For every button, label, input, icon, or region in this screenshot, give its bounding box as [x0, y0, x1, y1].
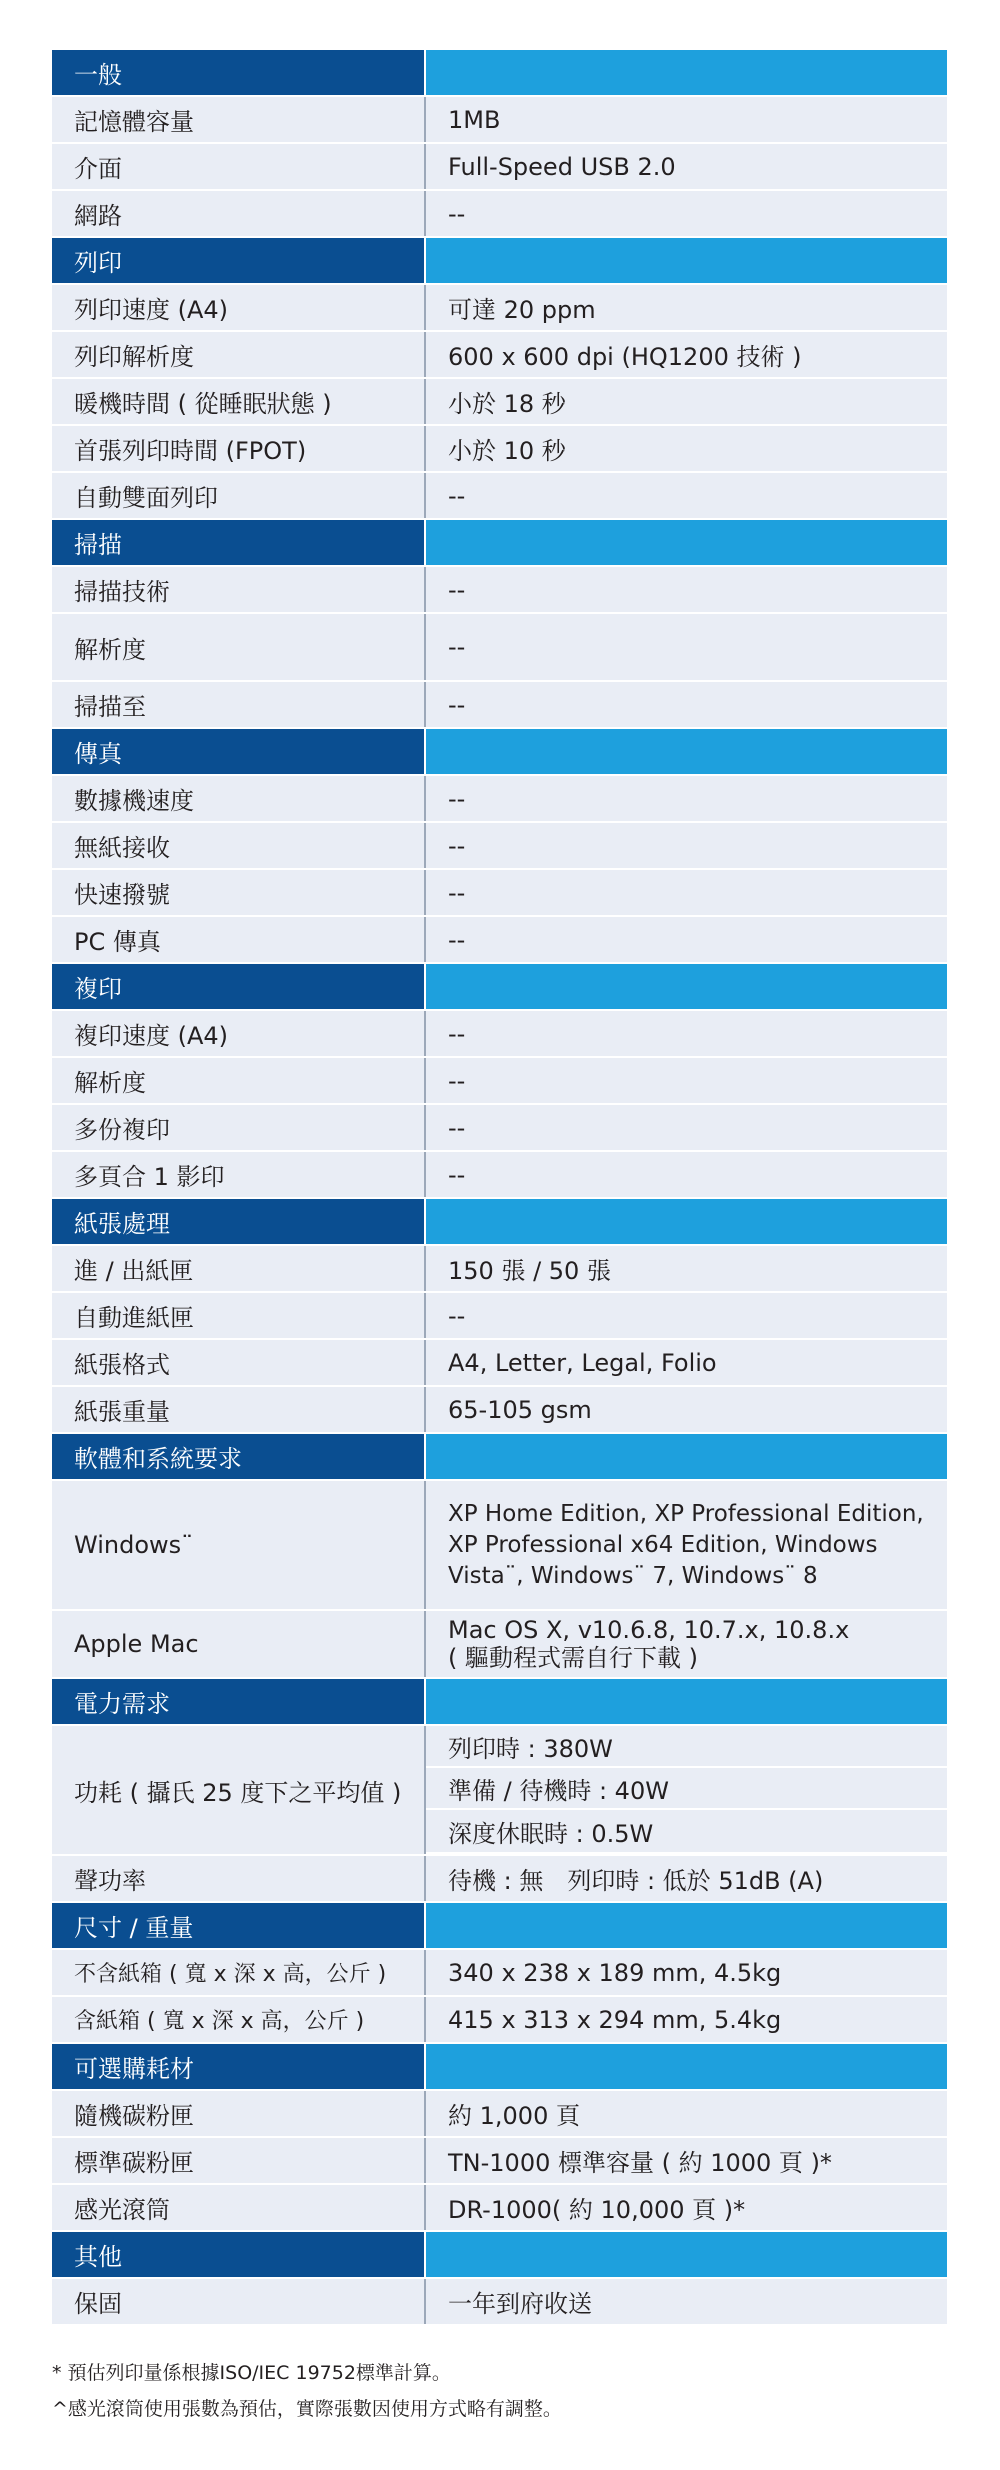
spec-label: 自動雙面列印	[52, 473, 426, 518]
spec-value: 小於 10 秒	[426, 426, 947, 471]
spec-label: 保固	[52, 2279, 426, 2324]
spec-label: 標準碳粉匣	[52, 2138, 426, 2183]
spec-label: 複印速度 (A4)	[52, 1011, 426, 1056]
spec-value: 1MB	[426, 97, 947, 142]
spec-value: 深度休眠時 : 0.5W	[426, 1810, 947, 1852]
spec-row-paper-size	[52, 1340, 947, 1387]
section-header-size	[52, 1903, 947, 1950]
section-header-supplies	[52, 2044, 947, 2091]
spec-value: 65-105 gsm	[426, 1387, 947, 1432]
spec-value: 一年到府收送	[426, 2279, 947, 2324]
spec-label: 首張列印時間 (FPOT)	[52, 426, 426, 471]
spec-label: 進 / 出紙匣	[52, 1246, 426, 1291]
spec-label: 紙張重量	[52, 1387, 426, 1432]
spec-value: --	[426, 1011, 947, 1056]
spec-value: XP Home Edition, XP Professional Edition, XP Professional x64 Edition, Windows Vista¨, Windows¨ 7, Windows¨ 8	[426, 1481, 947, 1609]
spec-value: --	[426, 870, 947, 915]
spec-value: TN-1000 標準容量 ( 約 1000 頁 )*	[426, 2138, 947, 2183]
section-header-other	[52, 2232, 947, 2279]
spec-value: --	[426, 1293, 947, 1338]
spec-row-noise	[52, 1856, 947, 1903]
spec-row-paper-weight	[52, 1387, 947, 1434]
spec-value: --	[426, 917, 947, 962]
spec-value: --	[426, 191, 947, 236]
spec-label: 解析度	[52, 1058, 426, 1103]
spec-value-line: ( 驅動程式需自行下載 )	[448, 1644, 698, 1672]
spec-row-windows	[52, 1481, 947, 1611]
section-fill	[426, 50, 947, 95]
spec-row-adf	[52, 1293, 947, 1340]
spec-label: 多頁合 1 影印	[52, 1152, 426, 1197]
spec-value: --	[426, 776, 947, 821]
section-fill	[426, 964, 947, 1009]
spec-value: 600 x 600 dpi (HQ1200 技術 )	[426, 332, 947, 377]
section-fill	[426, 520, 947, 565]
spec-label: 自動進紙匣	[52, 1293, 426, 1338]
spec-row-print-speed	[52, 285, 947, 332]
spec-value: 小於 18 秒	[426, 379, 947, 424]
spec-label: 含紙箱 ( 寬 x 深 x 高，公斤 )	[52, 1997, 426, 2042]
section-title: 電力需求	[52, 1679, 426, 1724]
spec-row-speed-dial	[52, 870, 947, 917]
spec-value: --	[426, 567, 947, 612]
spec-label: 多份複印	[52, 1105, 426, 1150]
spec-label: 無紙接收	[52, 823, 426, 868]
spec-value: 可達 20 ppm	[426, 285, 947, 330]
section-fill	[426, 1903, 947, 1948]
section-title: 一般	[52, 50, 426, 95]
spec-value: A4, Letter, Legal, Folio	[426, 1340, 947, 1385]
spec-value: 準備 / 待機時 : 40W	[426, 1768, 947, 1810]
spec-table	[52, 50, 947, 2326]
spec-value: 415 x 313 x 294 mm, 5.4kg	[426, 1997, 947, 2042]
spec-label: 解析度	[52, 614, 426, 680]
spec-value: --	[426, 1058, 947, 1103]
spec-row-warmup	[52, 379, 947, 426]
spec-row-inbox-toner	[52, 2091, 947, 2138]
spec-row-mac	[52, 1611, 947, 1679]
spec-label: 功耗 ( 攝氏 25 度下之平均值 )	[52, 1726, 426, 1854]
spec-label: 紙張格式	[52, 1340, 426, 1385]
section-fill	[426, 1434, 947, 1479]
spec-row-fpot	[52, 426, 947, 473]
section-header-fax	[52, 729, 947, 776]
spec-value: --	[426, 1105, 947, 1150]
spec-row-drum	[52, 2185, 947, 2232]
spec-row-paperless	[52, 823, 947, 870]
section-header-software	[52, 1434, 947, 1481]
spec-label: PC 傳真	[52, 917, 426, 962]
spec-label: 隨機碳粉匣	[52, 2091, 426, 2136]
spec-row-print-resolution	[52, 332, 947, 379]
spec-row-std-toner	[52, 2138, 947, 2185]
section-title: 傳真	[52, 729, 426, 774]
footnote-drum: ^感光滾筒使用張數為預估，實際張數因使用方式略有調整。	[52, 2398, 562, 2420]
spec-label: 感光滾筒	[52, 2185, 426, 2230]
section-header-print	[52, 238, 947, 285]
section-title: 複印	[52, 964, 426, 1009]
spec-value: 150 張 / 50 張	[426, 1246, 947, 1291]
spec-label: 列印解析度	[52, 332, 426, 377]
spec-label: 列印速度 (A4)	[52, 285, 426, 330]
spec-value: 待機 : 無 列印時 : 低於 51dB (A)	[426, 1856, 947, 1901]
spec-row-memory	[52, 97, 947, 144]
spec-value: 340 x 238 x 189 mm, 4.5kg	[426, 1950, 947, 1995]
spec-row-copy-speed	[52, 1011, 947, 1058]
spec-value: 約 1,000 頁	[426, 2091, 947, 2136]
section-header-general	[52, 50, 947, 97]
spec-row-scan-tech	[52, 567, 947, 614]
spec-value: --	[426, 1152, 947, 1197]
spec-value: 列印時 : 380W	[426, 1726, 947, 1768]
spec-row-network	[52, 191, 947, 238]
spec-row-no-tray	[52, 1950, 947, 1997]
section-fill	[426, 729, 947, 774]
spec-label: Apple Mac	[52, 1611, 426, 1677]
section-title: 尺寸 / 重量	[52, 1903, 426, 1948]
spec-row-pc-fax	[52, 917, 947, 964]
section-header-power	[52, 1679, 947, 1726]
spec-value: Full-Speed USB 2.0	[426, 144, 947, 189]
section-title: 軟體和系統要求	[52, 1434, 426, 1479]
spec-value	[426, 1611, 947, 1677]
spec-label: Windows¨	[52, 1481, 426, 1609]
spec-row-tray	[52, 1246, 947, 1293]
spec-value: --	[426, 682, 947, 727]
section-fill	[426, 238, 947, 283]
section-header-scan	[52, 520, 947, 567]
section-title: 紙張處理	[52, 1199, 426, 1244]
spec-label: 掃描至	[52, 682, 426, 727]
spec-label: 介面	[52, 144, 426, 189]
footnotes	[52, 2355, 952, 2427]
spec-row-modem	[52, 776, 947, 823]
spec-label: 數據機速度	[52, 776, 426, 821]
spec-value-line: Mac OS X, v10.6.8, 10.7.x, 10.8.x	[448, 1616, 850, 1644]
section-title: 列印	[52, 238, 426, 283]
spec-value-stack	[426, 1726, 947, 1854]
spec-label: 記憶體容量	[52, 97, 426, 142]
spec-row-multi-copy	[52, 1105, 947, 1152]
spec-label: 暖機時間 ( 從睡眠狀態 )	[52, 379, 426, 424]
section-fill	[426, 2232, 947, 2277]
spec-label: 不含紙箱 ( 寬 x 深 x 高，公斤 )	[52, 1950, 426, 1995]
spec-value: --	[426, 473, 947, 518]
spec-label: 聲功率	[52, 1856, 426, 1901]
section-fill	[426, 2044, 947, 2089]
spec-row-n-in-1	[52, 1152, 947, 1199]
spec-value: --	[426, 614, 947, 680]
spec-value: DR-1000( 約 10,000 頁 )*	[426, 2185, 947, 2230]
section-fill	[426, 1679, 947, 1724]
spec-label: 快速撥號	[52, 870, 426, 915]
spec-label: 掃描技術	[52, 567, 426, 612]
section-header-paper	[52, 1199, 947, 1246]
spec-row-interface	[52, 144, 947, 191]
spec-row-duplex	[52, 473, 947, 520]
spec-value: --	[426, 823, 947, 868]
section-header-copy	[52, 964, 947, 1011]
footnote-estimate: * 預估列印量係根據ISO/IEC 19752標準計算。	[52, 2362, 451, 2384]
section-fill	[426, 1199, 947, 1244]
spec-row-scan-resolution	[52, 614, 947, 682]
spec-row-warranty	[52, 2279, 947, 2326]
section-title: 可選購耗材	[52, 2044, 426, 2089]
spec-row-with-tray	[52, 1997, 947, 2044]
section-title: 其他	[52, 2232, 426, 2277]
spec-row-power-use	[52, 1726, 947, 1856]
spec-row-scan-to	[52, 682, 947, 729]
spec-label: 網路	[52, 191, 426, 236]
section-title: 掃描	[52, 520, 426, 565]
spec-row-copy-resolution	[52, 1058, 947, 1105]
